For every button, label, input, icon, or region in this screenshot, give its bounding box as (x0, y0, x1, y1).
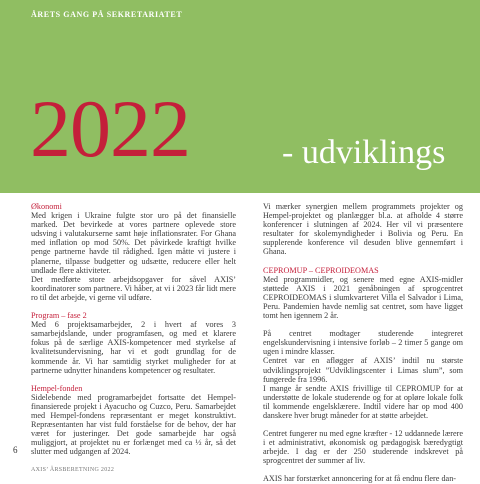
cepromup-paragraph-4: I mange år sendte AXIS frivillige til CEPROMUP for at understøtte de lokale studerende og for at opløre lokale folk til kommende engelsklærere. Indtil videre har op mod 400 danskere hver brugt måneder for at støtte arbejdet. (263, 383, 463, 420)
hempel-paragraph: Sidelebende med programarbejdet fortsatte det Hempel-finansierede projekt i Ayacucho og Cuzco, Peru. Samarbejdet med Hempel-fondens repræsentant er meget konstruktivt. Repræsentanten har vist fuld forståelse for de behov, der har været for justeringer. Det gode samarbejde har også muliggjort, at projektet nu er forlænget med ca ½ år, så det slutter med udgangen af 2024. (31, 392, 236, 457)
year-heading: 2022 (30, 83, 190, 174)
right-column (263, 202, 463, 484)
section-header: ÅRETS GANG PÅ SEKRETARIATET (31, 10, 183, 19)
cepromup-paragraph-6: AXIS har forstærket annoncering for at få endnu flere dan- (263, 474, 457, 484)
program-paragraph: Med 6 projektsamarbejder, 2 i hvert af vores 3 samarbejdslande, under programfasen, og med et klarere fokus på de særlige AXIS-kompetencer med styrkelse af kvalitetsundervisning, har vi et godt grundlag for de kommende år. Vi har samtidig styrket muligheder for at partnerne udnytter hinandens kompetencer og resultater. (31, 320, 236, 375)
cepromup-paragraph-5: Centret fungerer nu med egne kræfter - 12 uddannede lærere i et administrativt, økonomisk og pædagogisk bæredygtigt arbejde. I dag er der 250 studerende indskrevet på sprogcentret der summer af liv. (263, 429, 463, 466)
section-title-hempel: Hempel-fonden (31, 383, 83, 393)
cepromup-paragraph-1: Med programmidler, og senere med egne AXIS-midler støttede AXIS i 2021 genåbningen af sprogcentret CEPROIDEOMAS i slumkvarteret Villa el Salvador i Lima, Peru. Pandemien havde nemlig sat centret, som have ligget tomt hen igennem 2 år. (263, 274, 463, 321)
page-number: 6 (13, 445, 18, 455)
economy-paragraph-2: Det medførte store arbejdsopgaver for såvel AXIS’ koordinatorer som partnere. Vi håber, at vi i 2023 får lidt mere ro til det arbejde, vi gerne vil udføre. (31, 274, 236, 302)
section-title-program: Program – fase 2 (31, 311, 87, 321)
cepromup-paragraph-2: På centret modtager studerende integreret engelskundervisning i intensive forløb – 2 timer 5 gange om ugen i mindre klasser. (263, 329, 463, 357)
section-title-cepromup: CEPROMUP – CEPROIDEOMAS (263, 265, 379, 275)
publication-footer: AXIS’ ÅRSBERETNING 2022 (31, 467, 115, 473)
synergy-paragraph: Vi mærker synergien mellem programmets projekter og Hempel-projektet og planlægger bl.a. at afholde 4 større konferencer i slutningen af 2024. Her vil vi præsentere resultater for skolemyndigheder i Bolivia og Peru. En supplerende konference vil desuden blive gennemført i Ghana. (263, 202, 463, 257)
header-band (0, 0, 480, 193)
section-title-economy: Økonomi (31, 202, 62, 211)
headline-subtitle: - udviklings (282, 134, 446, 171)
economy-paragraph: Med krigen i Ukraine fulgte stor uro på det finansielle marked. Det bevirkede at vores partnere oplevede store udsving i valutakurserne samt høje inflationsrater. For Ghana med inflation op mod 50%. Det påvirkede kraftigt hvilke penge partnerne havde til rådighed. Igen måtte vi justere i planerne, tilpasse budgetter og udsætte, reducere eller helt undlade flere aktiviteter. (31, 211, 236, 275)
cepromup-paragraph-3: Centret var en afløgger af AXIS’ indtil nu største udviklingsprojekt ”Udviklingscenter i Limas slum”, som fungerede fra 1996. (263, 356, 463, 384)
left-column (31, 202, 236, 456)
